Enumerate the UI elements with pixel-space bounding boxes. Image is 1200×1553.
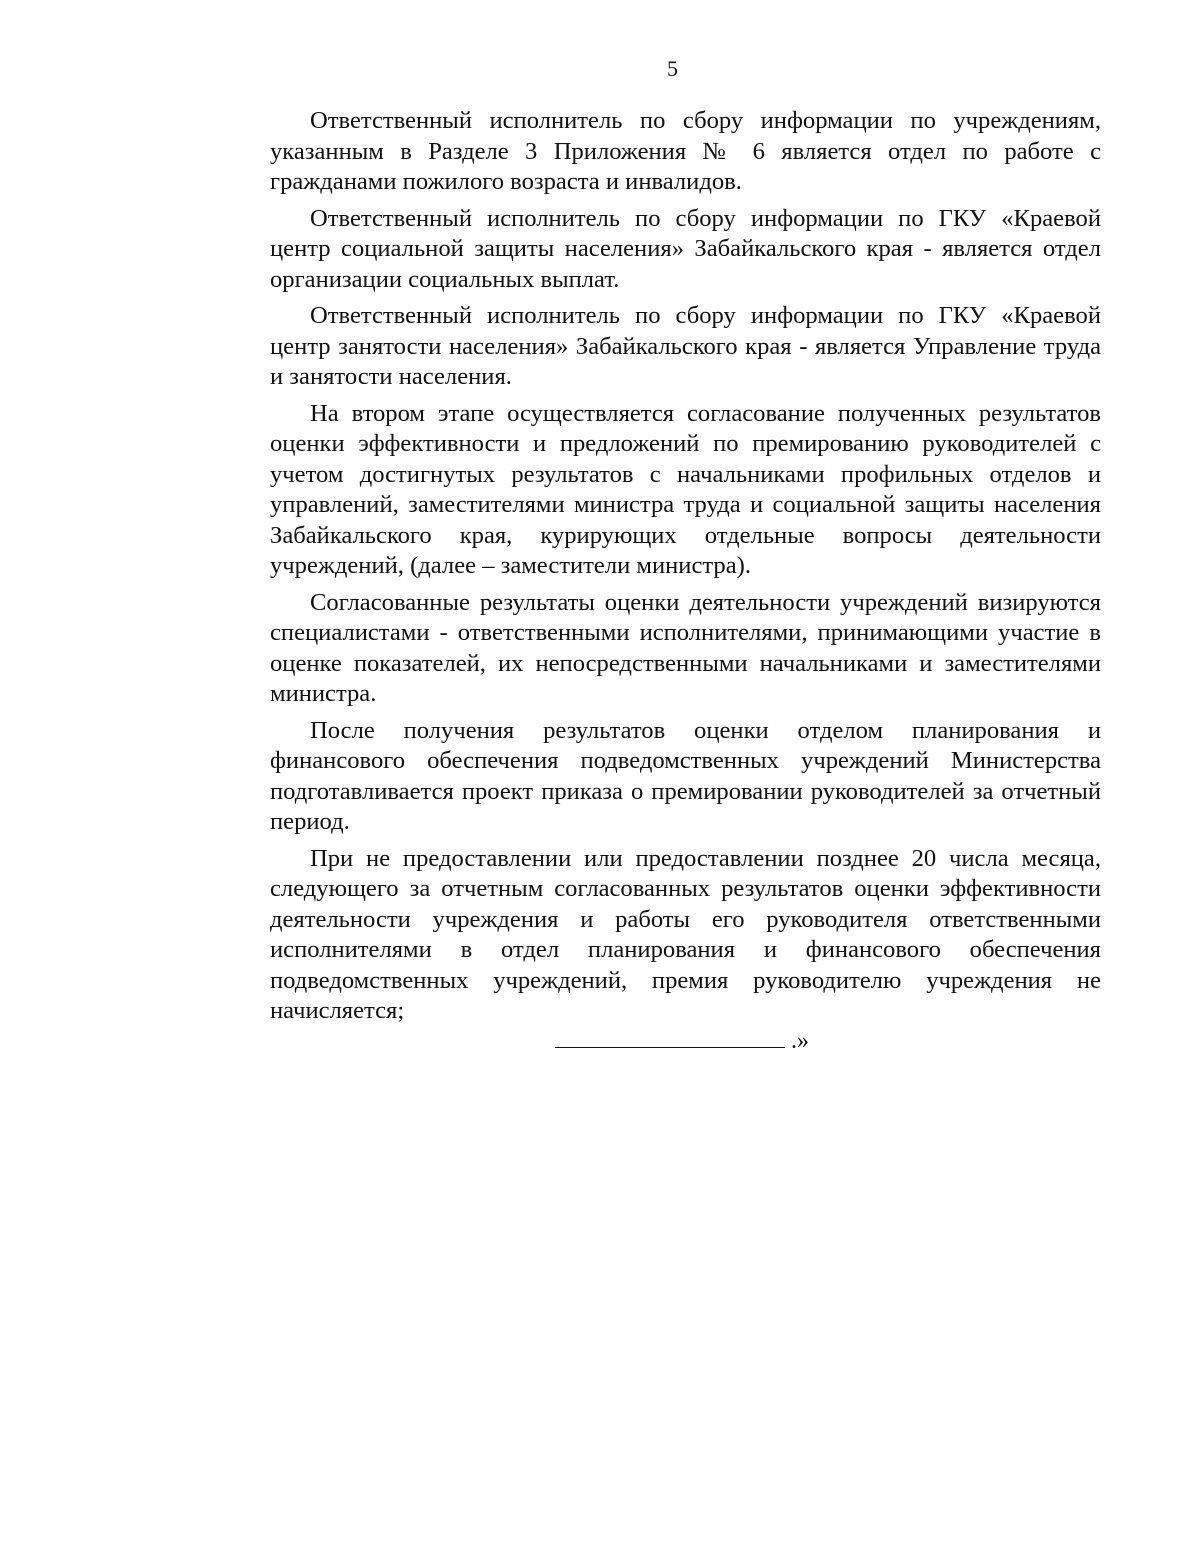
paragraph: После получения результатов оценки отделом планирования и финансового обеспечения подведомственных учреждений Министерства подготавливается проект приказа о премировании руководителей за отчетный период.	[270, 716, 1101, 835]
paragraph: Ответственный исполнитель по сбору информации по учреждениям, указанным в Разделе 3 Приложения № 6 является отдел по работе с гражданами пожилого возраста и инвалидов.	[270, 107, 1101, 195]
paragraph: При не предоставлении или предоставлении позднее 20 числа месяца, следующего за отчетным согласованных результатов оценки эффективности деятельности учреждения и работы его руководителя ответственными исполнителями в отдел планирования и финансового обеспечения подведомственных учреждений, премия руководителю учреждения не начисляется;	[270, 844, 1101, 1024]
paragraph: Согласованные результаты оценки деятельности учреждений визируются специалистами - ответственными исполнителями, принимающими участие в оценке показателей, их непосредственными начальниками и заместителями министра.	[270, 588, 1101, 707]
paragraph: Ответственный исполнитель по сбору информации по ГКУ «Краевой центр социальной защиты населения» Забайкальского края - является отдел организации социальных выплат.	[270, 204, 1101, 293]
closing-mark	[555, 1026, 809, 1056]
closing-underline	[555, 1047, 785, 1048]
paragraph: Ответственный исполнитель по сбору информации по ГКУ «Краевой центр занятости населения» Забайкальского края - является Управление труда и занятости населения.	[270, 302, 1101, 390]
closing-quote: .»	[791, 1028, 809, 1054]
document-body	[270, 106, 1101, 1033]
page-number: 5	[667, 56, 678, 81]
paragraph: На втором этапе осуществляется согласование полученных результатов оценки эффективности и предложений по премированию руководителей с учетом достигнутых результатов с начальниками профильных отделов и управлений, заместителями министра труда и социальной защиты населения Забайкальского края, курирующих отдельные вопросы деятельности учреждений, (далее – заместители министра).	[270, 399, 1101, 579]
